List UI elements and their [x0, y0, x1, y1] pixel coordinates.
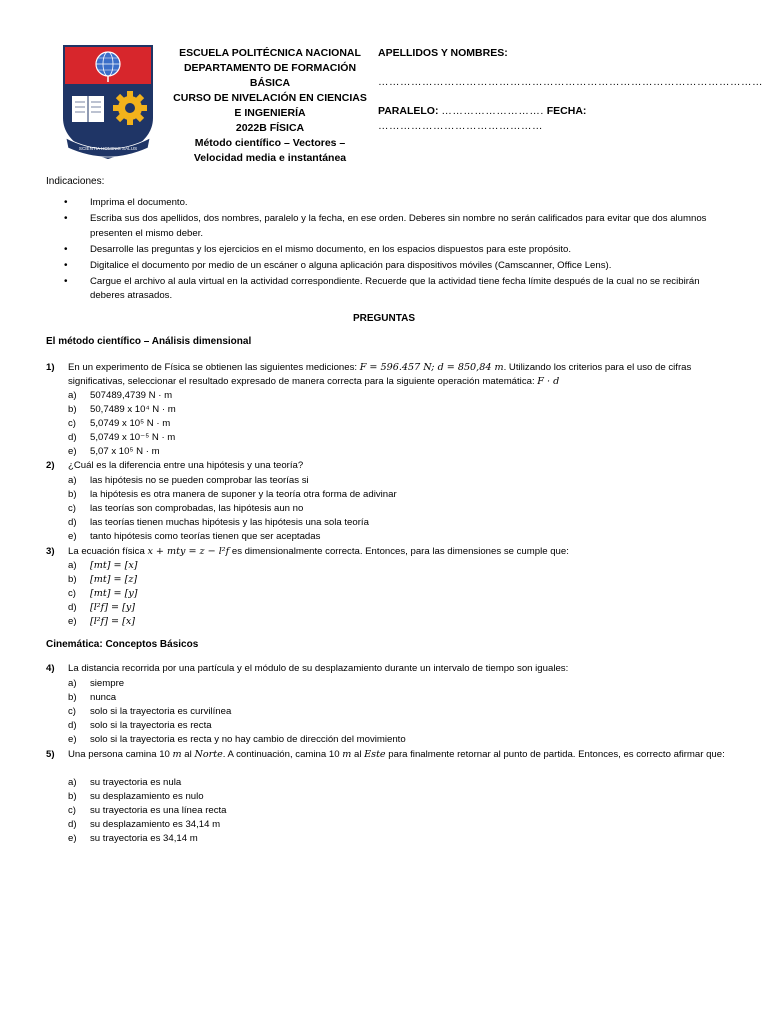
option-3a[interactable]: a) [mt] = [x]: [68, 560, 138, 571]
math-expression: m: [342, 749, 352, 760]
option-2b[interactable]: b) la hipótesis es otra manera de suponer y la teoría otra forma de adivinar: [68, 489, 397, 500]
option-3e[interactable]: e) [l²f] = [x]: [68, 616, 135, 627]
option-1d[interactable]: d) 5,0749 x 10⁻⁵ N · m: [68, 432, 176, 443]
list-item: • Imprima el documento.: [64, 196, 724, 211]
bullet-icon: •: [64, 213, 68, 224]
option-5d[interactable]: d) su desplazamiento es 34,14 m: [68, 819, 221, 830]
list-item: • Cargue el archivo al aula virtual en la actividad correspondiente. Recuerde que la actividad tiene fecha límite después de la cual no se recibirán deberes atrasados.: [64, 275, 700, 301]
indications-list: [64, 196, 724, 305]
option-5b[interactable]: b) su desplazamiento es nulo: [68, 791, 204, 802]
option-3c[interactable]: c) [mt] = [y]: [68, 588, 138, 599]
topic-line: Velocidad media e instantánea: [193, 152, 347, 164]
question-number: 1): [46, 362, 55, 373]
math-expression: m: [172, 749, 182, 760]
fecha-field[interactable]: ………………………………………: [378, 120, 543, 132]
math-expression: x + mty = z − l²f: [147, 546, 230, 557]
option-2e[interactable]: e) tanto hipótesis como teorías tienen que ser aceptadas: [68, 531, 321, 542]
school-line: BÁSICA: [249, 77, 291, 89]
logo-motto: SCIENTIA HOMINIS SALUS: [78, 146, 138, 151]
fecha-label: FECHA:: [546, 105, 587, 117]
math-expression: Este: [364, 749, 386, 760]
option-4b[interactable]: b) nunca: [68, 692, 117, 703]
school-line: E INGENIERÍA: [234, 107, 306, 119]
option-5a[interactable]: a) su trayectoria es nula: [68, 777, 182, 788]
school-line: CURSO DE NIVELACIÓN EN CIENCIAS: [173, 92, 367, 104]
option-5c[interactable]: c) su trayectoria es una línea recta: [68, 805, 227, 816]
math-expression: Norte: [194, 749, 223, 760]
question-1: 1) En un experimento de Física se obtienen las siguientes mediciones: F = 596.457 N; d = 850,84 m. Utilizando los criterios para el uso de cifras significativas, seleccionar el resultado expresado de manera correcta para la siguiente operación matemática: F · d: [46, 362, 692, 387]
option-3b[interactable]: b) [mt] = [z]: [68, 574, 138, 585]
book-icon: [72, 96, 104, 122]
option-4c[interactable]: c) solo si la trayectoria es curvilínea: [68, 706, 232, 717]
option-2d[interactable]: d) las teorías tienen muchas hipótesis y las hipótesis una sola teoría: [68, 517, 369, 528]
option-1e[interactable]: e) 5,07 x 10⁵ N · m: [68, 446, 160, 457]
math-expression: F · d: [537, 376, 560, 387]
question-number: 5): [46, 749, 55, 760]
paralelo-field[interactable]: ……………………….: [441, 105, 544, 117]
section-title: Cinemática: Conceptos Básicos: [46, 639, 199, 650]
option-1a[interactable]: a) 507489,4739 N · m: [68, 390, 173, 401]
school-line: ESCUELA POLITÉCNICA NACIONAL: [179, 47, 361, 59]
option-5e[interactable]: e) su trayectoria es 34,14 m: [68, 833, 198, 844]
option-3d[interactable]: d) [l²f] = [y]: [68, 602, 135, 613]
option-2c[interactable]: c) las teorías son comprobadas, las hipótesis aun no: [68, 503, 304, 514]
name-field[interactable]: ……………………………………………………………………………………………: [378, 76, 763, 88]
question-number: 3): [46, 546, 55, 557]
math-expression: F = 596.457 N; d = 850,84 m: [359, 362, 504, 373]
gear-icon: [113, 91, 147, 125]
option-4d[interactable]: d) solo si la trayectoria es recta: [68, 720, 212, 731]
question-number: 2): [46, 460, 55, 471]
question-3: 3) La ecuación física x + mty = z − l²f es dimensionalmente correcta. Entonces, para las dimensiones se cumple que:: [46, 546, 569, 557]
list-item: • Digitalice el documento por medio de un escáner o alguna aplicación para dispositivos móviles (Camscanner, Office Lens).: [64, 259, 724, 274]
topic-line: Método científico – Vectores –: [194, 137, 346, 149]
school-line: DEPARTAMENTO DE FORMACIÓN: [183, 62, 357, 74]
option-2a[interactable]: a) las hipótesis no se pueden comprobar las teorías si: [68, 475, 309, 486]
student-fields: [378, 46, 763, 132]
course-code: 2022B FÍSICA: [235, 122, 305, 134]
question-5: 5) Una persona camina 10 m al Norte. A continuación, camina 10 m al Este para finalmente retornar al punto de partida. Entonces, es correcto afirmar que:: [46, 749, 725, 760]
question-4: 4) La distancia recorrida por una partícula y el módulo de su desplazamiento durante un intervalo de tiempo son iguales:: [46, 663, 569, 674]
section-title: El método científico – Análisis dimensional: [46, 336, 252, 347]
option-4a[interactable]: a) siempre: [68, 678, 125, 689]
question-2: 2) ¿Cuál es la diferencia entre una hipótesis y una teoría?: [46, 460, 304, 471]
question-number: 4): [46, 663, 55, 674]
list-item: • Desarrolle las preguntas y los ejercicios en el mismo documento, en los espacios dispuestos para este propósito.: [64, 243, 724, 258]
bullet-icon: •: [64, 275, 68, 287]
option-1b[interactable]: b) 50,7489 x 10⁴ N · m: [68, 404, 176, 415]
bullet-icon: •: [64, 259, 68, 271]
list-item: • Escriba sus dos apellidos, dos nombres, paralelo y la fecha, en ese orden. Deberes sin nombre no serán calificados para evitar que dos alumnos presenten el mismo deber.: [64, 213, 707, 239]
bullet-icon: •: [64, 243, 68, 255]
institution-logo: [60, 44, 156, 162]
questions-title: PREGUNTAS: [352, 313, 416, 324]
bullet-icon: •: [64, 197, 68, 208]
option-1c[interactable]: c) 5,0749 x 10⁵ N · m: [68, 418, 171, 429]
option-4e[interactable]: e) solo si la trayectoria es recta y no hay cambio de dirección del movimiento: [68, 734, 406, 745]
name-label: APELLIDOS Y NOMBRES:: [378, 47, 508, 59]
paralelo-label: PARALELO:: [378, 105, 439, 117]
indications-title: Indicaciones:: [46, 176, 105, 187]
school-header: [170, 46, 370, 166]
